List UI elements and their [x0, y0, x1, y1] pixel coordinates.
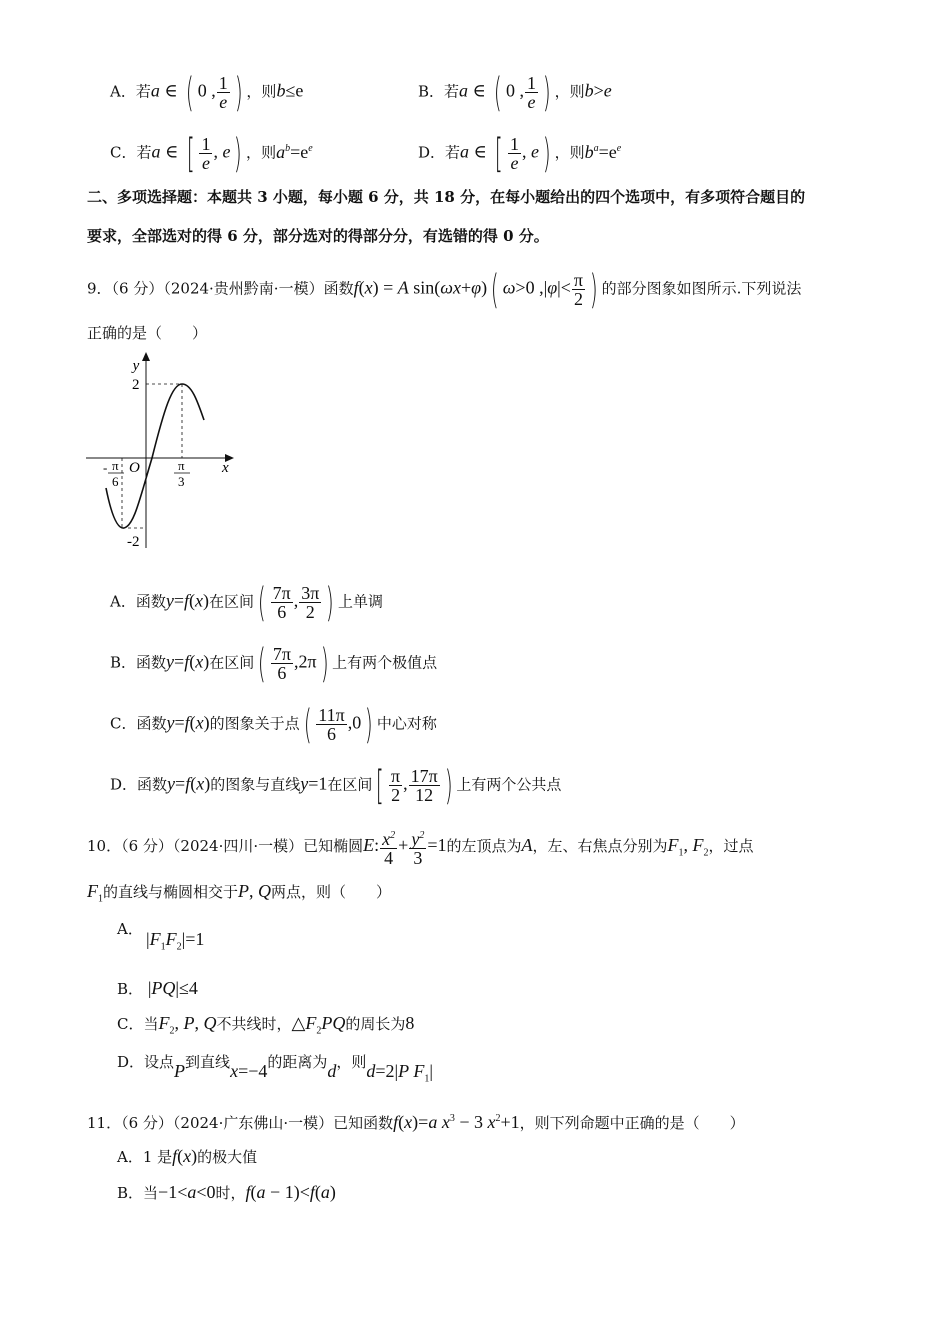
- q8-option-d: D．若a ∈ [ $\frac{1}{e}$ , e) ，则$b^a=e^e$: [418, 130, 622, 177]
- x-left-minus: -: [103, 460, 108, 475]
- q10-option-c: C．当$F_2$, P, Q不共线时，$\triangle F_2PQ$的周长为8: [117, 1013, 415, 1037]
- origin-label: O: [129, 460, 140, 476]
- sine-curve: [106, 384, 204, 528]
- section2-heading-line2: 要求，全部选对的得 6 分，部分选对的得部分分，有选错的得 0 分。: [87, 227, 549, 245]
- x-label: x: [222, 460, 229, 476]
- q9-option-d: D．函数y=f(x)的图象与直线y=1在区间[ $\frac{\pi}{2}$ , $\frac{17\pi}{12}$ ) 上有两个公共点: [110, 762, 562, 809]
- q10-stem-line2: $F_1$的直线与椭圆相交于P, Q两点，则（ ）: [87, 881, 392, 905]
- q10-option-a: $|F_1F_2|=1$: [146, 929, 205, 953]
- q10-option-b: B． |PQ|≤4: [117, 978, 198, 998]
- q11-option-b: B．当−1<a<0时，f(a − 1)<f(a): [117, 1182, 336, 1202]
- q9-stem: 9．（6 分）（2024·贵州黔南·一模）函数f(x) = A sin(ωx+φ)( ω>0 ,|φ|< $\frac{\pi}{2}$ ) 的部分图象如图所示.下列说法: [87, 266, 802, 313]
- q11-stem: 11．（6 分）（2024·广东佛山·一模）已知函数f(x)=a $x^3 - 3$ $x^2+1$，则下列命题中正确的是（ ）: [87, 1112, 745, 1132]
- q10-option-a-label: A．: [117, 920, 143, 938]
- y-min-label: -2: [127, 534, 140, 550]
- q10-stem: 10．（6 分）（2024·四川·一模）已知椭圆E: $\frac{x^2}{4}$ + $\frac{y^2}{3}$ =1的左顶点为A，左、右焦点分别为$F_1$, $F_2$，过点: [87, 829, 754, 868]
- y-max-label: 2: [132, 377, 140, 393]
- x-left-den: 6: [112, 474, 119, 489]
- q9-option-c: C．函数y=f(x)的图象关于点( $\frac{11\pi}{6}$ ,0) 中心对称: [110, 701, 437, 748]
- y-axis-arrow: [142, 352, 150, 361]
- q8-option-c: C．若a ∈ [ $\frac{1}{e}$ , e) ，则$a^b=e^e$: [110, 130, 313, 177]
- q9-sine-graph: [82, 348, 242, 556]
- x-right-num: π: [178, 458, 185, 473]
- y-label: y: [132, 358, 140, 374]
- x-right-den: 3: [178, 474, 185, 489]
- section2-heading-line1: 二、多项选择题：本题共 3 小题，每小题 6 分，共 18 分，在每小题给出的四个选项中，有多项符合题目的: [87, 188, 806, 206]
- q10-option-d: D．设点P到直线x=−4的距离为d，则d=2|P $F_1|$: [117, 1053, 433, 1085]
- q8-option-b: B．若a ∈ ( 0 , $\frac{1}{e}$ ) ，则b>e: [418, 69, 612, 116]
- x-left-num: π: [112, 458, 119, 473]
- q8-option-a: A．若a ∈ ( 0 , $\frac{1}{e}$ ) ，则b≤e: [110, 69, 304, 116]
- q9-stem-line2: 正确的是（ ）: [87, 324, 208, 342]
- q9-option-b: B．函数y=f(x)在区间( $\frac{7\pi}{6}$ ,2π) 上有两个极值点: [110, 640, 438, 687]
- q9-option-a: A．函数y=f(x)在区间( $\frac{7\pi}{6}$ , $\frac{3\pi}{2}$ ) 上单调: [110, 579, 383, 626]
- q11-option-a: A．1 是f(x)的极大值: [117, 1146, 258, 1166]
